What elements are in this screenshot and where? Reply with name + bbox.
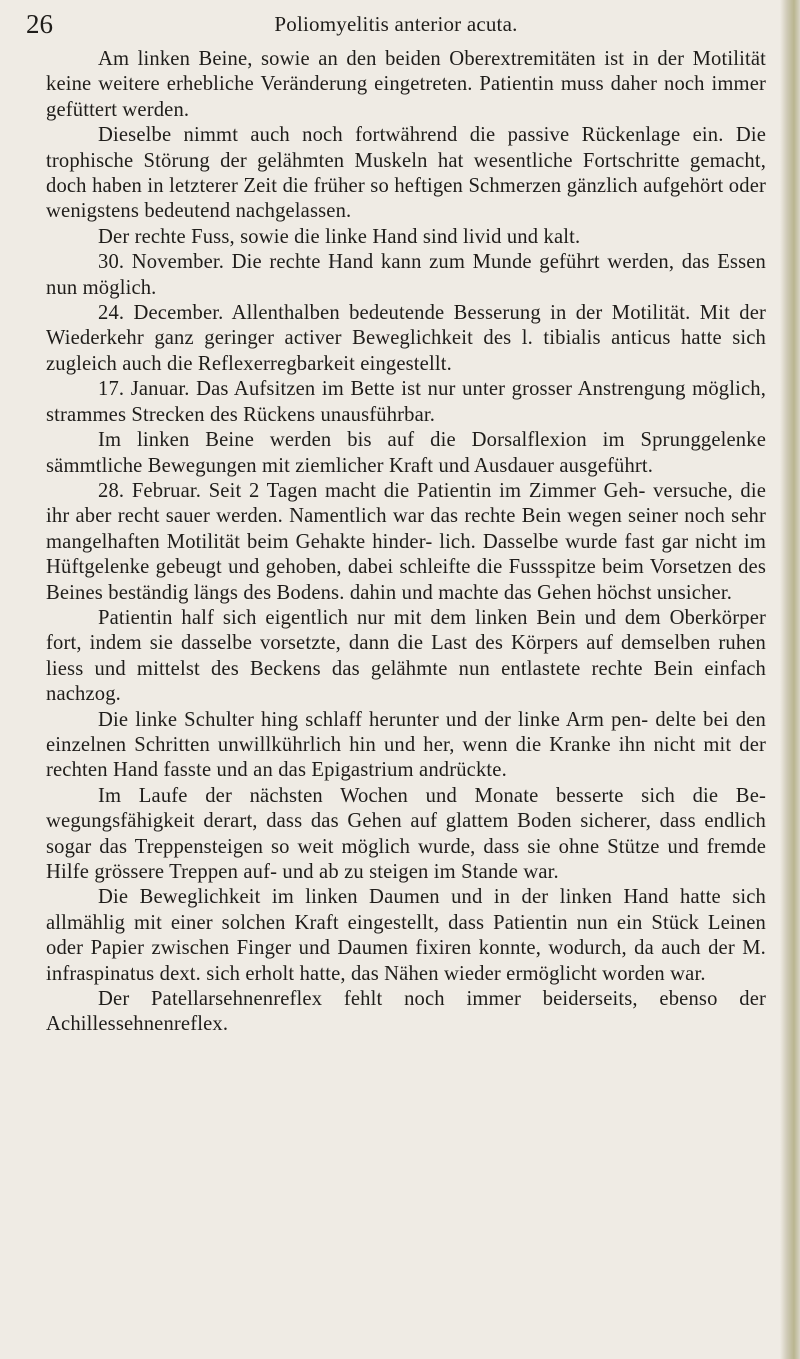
paragraph: Am linken Beine, sowie an den beiden Oberextremitäten ist in der Motilität keine weitere erhebliche Veränderung eingetreten. Patientin muss daher noch immer gefüttert werden.: [46, 48, 766, 121]
paragraph: Die linke Schulter hing schlaff herunter und der linke Arm pen- delte bei den einzelnen Schritten unwillkührlich hin und her, wenn die Kranke ihn nicht mit der rechten Hand fasste und an das Epigastrium andrückte.: [46, 708, 766, 782]
paragraph: Der rechte Fuss, sowie die linke Hand sind livid und kalt.: [98, 225, 581, 248]
paragraph: Im linken Beine werden bis auf die Dorsalflexion im Sprunggelenke sämmtliche Bewegungen mit ziemlicher Kraft und Ausdauer ausgeführt.: [46, 429, 766, 477]
page-edge-shadow: [780, 0, 800, 1359]
running-title: Poliomyelitis anterior acuta.: [274, 12, 518, 36]
body-text: [46, 47, 766, 1038]
paragraph: Im Laufe der nächsten Wochen und Monate besserte sich die Be- wegungsfähigkeit derart, dass das Gehen auf glattem Boden sicherer, dass endlich sogar das Treppensteigen so weit möglich wurde, dass sie ohne Stütze und fremde Hilfe grössere Treppen auf- und ab zu steigen im Stande war.: [46, 784, 766, 883]
paragraph: Der Patellarsehnenreflex fehlt noch immer beiderseits, ebenso der Achillessehnenreflex.: [46, 988, 766, 1036]
paragraph: 24. December. Allenthalben bedeutende Besserung in der Motilität. Mit der Wiederkehr ganz geringer activer Beweglichkeit des l. tibialis anticus hatte sich zugleich auch die Reflexerregbarkeit eingestellt.: [46, 302, 766, 375]
page-header: [26, 8, 766, 40]
paragraph: Dieselbe nimmt auch noch fortwährend die passive Rückenlage ein. Die trophische Störung der gelähmten Muskeln hat wesentliche Fortschritte gemacht, doch haben in letzterer Zeit die früher so heftigen Schmerzen gänzlich aufgehört oder wenigstens bedeutend nachgelassen.: [46, 124, 766, 223]
paragraph: 30. November. Die rechte Hand kann zum Munde geführt werden, das Essen nun möglich.: [46, 251, 766, 299]
paragraph: 28. Februar. Seit 2 Tagen macht die Patientin im Zimmer Geh- versuche, die ihr aber recht sauer werden. Namentlich war das rechte Bein wegen seiner noch sehr mangelhaften Motilität beim Gehakte hinder- lich. Dasselbe wurde fast gar nicht im Hüftgelenke gebeugt und gehoben, dabei schleifte die Fussspitze beim Vorsetzen des Beines beständig längs des Bodens. dahin und machte das Gehen höchst unsicher.: [46, 479, 766, 604]
paragraph: Patientin half sich eigentlich nur mit dem linken Bein und dem Oberkörper fort, indem sie dasselbe vorsetzte, dann die Last des Körpers auf demselben ruhen liess und mittelst des Beckens das gelähmte nun entlastete rechte Bein einfach nachzog.: [46, 606, 766, 706]
paragraph: Die Beweglichkeit im linken Daumen und in der linken Hand hatte sich allmählig mit einer solchen Kraft eingestellt, dass Patientin nun ein Stück Leinen oder Papier zwischen Finger und Daumen fixiren konnte, wodurch, da auch der M. infraspinatus dext. sich erholt hatte, das Nähen wieder ermöglicht worden war.: [46, 886, 766, 985]
paragraph: 17. Januar. Das Aufsitzen im Bette ist nur unter grosser Anstrengung möglich, strammes Strecken des Rückens unausführbar.: [46, 378, 766, 426]
page-number: 26: [26, 9, 53, 39]
